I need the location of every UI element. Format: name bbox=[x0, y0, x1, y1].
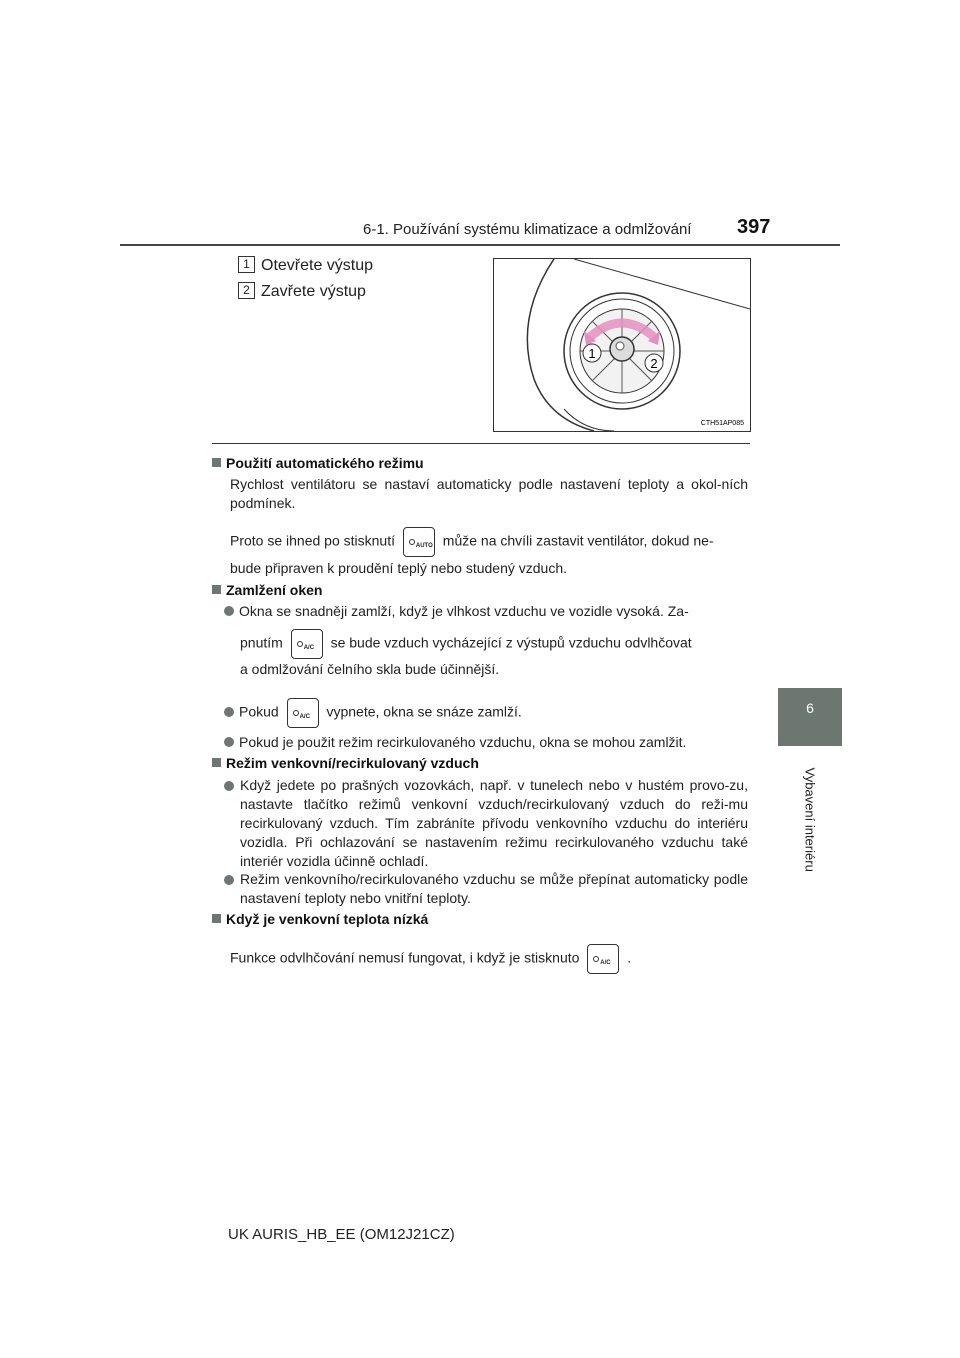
section-heading-fog bbox=[212, 582, 322, 598]
vent-figure bbox=[493, 258, 751, 432]
auto-button-icon bbox=[403, 527, 435, 557]
section-heading-auto bbox=[212, 455, 424, 471]
ac-button-icon bbox=[587, 944, 619, 974]
header-divider bbox=[120, 244, 840, 246]
outside-bullet-1 bbox=[224, 776, 748, 871]
step-1 bbox=[238, 256, 373, 275]
button-label: A/C bbox=[600, 960, 611, 966]
text-span: pnutím bbox=[240, 634, 283, 651]
section-heading-text: Když je venkovní teplota nízká bbox=[226, 911, 429, 927]
circle-bullet-icon bbox=[224, 737, 234, 747]
text-span: Okna se snadněji zamlží, když je vlhkost vzduchu ve vozidle vysoká. Za- bbox=[239, 603, 689, 619]
square-bullet-icon bbox=[212, 458, 221, 467]
ac-button-icon bbox=[287, 698, 319, 728]
step-2 bbox=[238, 282, 366, 301]
text-span: se bude vzduch vycházející z výstupů vzduchu odvlhčovat bbox=[330, 634, 692, 651]
outside-bullet-2 bbox=[224, 870, 748, 908]
text-block: Režim venkovního/recirkulovaného vzduchu se může přepínat automaticky podle nastavení teploty nebo vnitřní teploty. bbox=[240, 871, 748, 906]
square-bullet-icon bbox=[212, 758, 221, 767]
ac-button-icon bbox=[291, 629, 323, 659]
section-heading-text: Použití automatického režimu bbox=[226, 455, 424, 471]
text-span: Proto se ihned po stisknutí bbox=[230, 532, 395, 549]
circle-bullet-icon bbox=[224, 606, 234, 616]
section-heading-cold bbox=[212, 911, 428, 927]
step-number: 2 bbox=[238, 282, 255, 299]
fog-bullet-2 bbox=[224, 698, 522, 728]
text-span: . bbox=[627, 949, 632, 966]
text-span: Pokud je použit režim recirkulovaného vzduchu, okna se mohou zamlžit. bbox=[239, 734, 687, 750]
button-label: AUTO bbox=[415, 543, 433, 549]
chapter-tab bbox=[778, 688, 842, 746]
square-bullet-icon bbox=[212, 914, 221, 923]
auto-paragraph-2-line2: bude připraven k proudění teplý nebo studený vzduch. bbox=[230, 560, 568, 576]
auto-paragraph-2 bbox=[230, 527, 760, 557]
fog-bullet-1 bbox=[224, 602, 748, 621]
step-number: 1 bbox=[238, 256, 255, 273]
text-span: vypnete, okna se snáze zamlží. bbox=[326, 703, 522, 720]
text-span: Pokud bbox=[239, 703, 279, 720]
text-span: Funkce odvlhčování nemusí fungovat, i když je stisknuto bbox=[230, 949, 580, 966]
button-label: A/C bbox=[303, 645, 315, 651]
circle-bullet-icon bbox=[224, 707, 234, 717]
section-heading-text: Režim venkovní/recirkulovaný vzduch bbox=[226, 755, 479, 771]
fog-bullet-1-line2 bbox=[240, 629, 760, 659]
square-bullet-icon bbox=[212, 585, 221, 594]
document-footer: UK AURIS_HB_EE (OM12J21CZ) bbox=[228, 1226, 455, 1243]
figure-divider bbox=[212, 443, 750, 444]
figure-code: CTH51AP085 bbox=[700, 420, 744, 427]
step-text: Otevřete výstup bbox=[261, 257, 374, 274]
circle-bullet-icon bbox=[224, 781, 234, 791]
button-label: A/C bbox=[299, 714, 310, 720]
chapter-side-label: Vybavení interiéru bbox=[802, 767, 818, 872]
auto-paragraph-1: Rychlost ventilátoru se nastaví automaticky podle nastavení teploty a okol-ních podmínek. bbox=[230, 476, 748, 511]
vent-dial-illustration bbox=[494, 259, 750, 431]
page-number: 397 bbox=[737, 216, 771, 238]
text-span: může na chvíli zastavit ventilátor, dokud ne- bbox=[442, 532, 714, 549]
callout-2: 2 bbox=[650, 356, 658, 371]
callout-1: 1 bbox=[588, 346, 596, 361]
section-heading-outside bbox=[212, 755, 479, 771]
cold-paragraph bbox=[230, 944, 631, 974]
fog-bullet-1-line3: a odmlžování čelního skla bude účinnější. bbox=[240, 661, 500, 677]
step-text: Zavřete výstup bbox=[261, 283, 366, 300]
circle-bullet-icon bbox=[224, 875, 234, 885]
section-heading-text: Zamlžení oken bbox=[226, 582, 323, 598]
chapter-tab-number: 6 bbox=[806, 700, 814, 716]
chapter-title: 6-1. Používání systému klimatizace a odmlžování bbox=[363, 221, 692, 238]
fog-bullet-3 bbox=[224, 733, 686, 752]
text-block: Když jedete po prašných vozovkách, např. v tunelech nebo v hustém provo-zu, nastavte tlačítko režimů venkovní vzduch/recirkulovaný vzduch do reži-mu recirkulovaný vzduch. Tím zabráníte přívodu venkovního vzduchu do interiéru vozidla. Při ochlazování se nastavením režimu recirkulovaného vzduchu také interiér vozidla účinně ochladí. bbox=[240, 777, 748, 869]
